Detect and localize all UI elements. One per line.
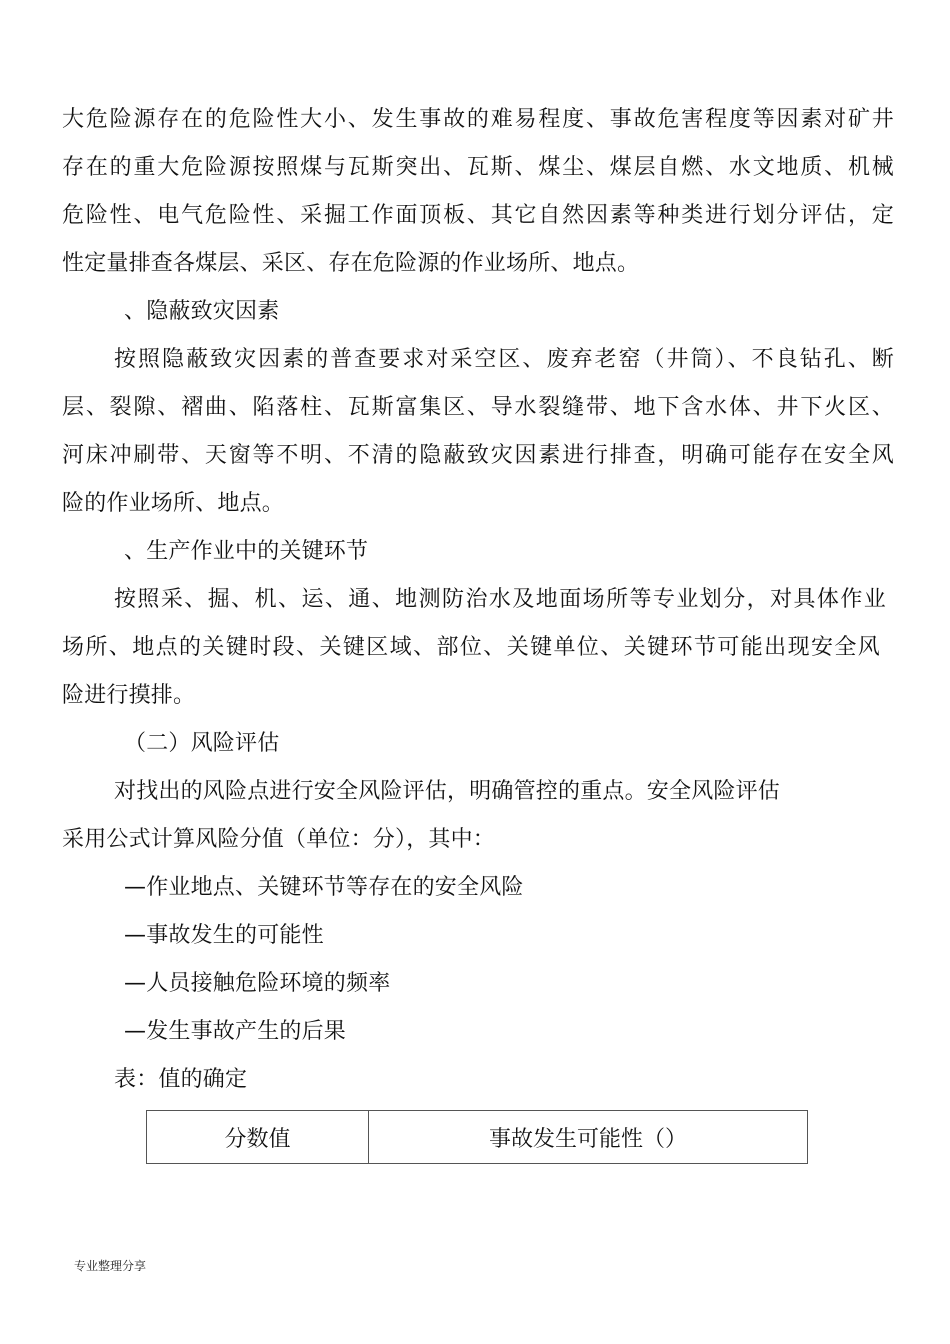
paragraph-line: 对找出的风险点进行安全风险评估，明确管控的重点。安全风险评估 xyxy=(114,779,781,804)
definition-item: —人员接触危险环境的频率 xyxy=(124,971,391,996)
paragraph-line: 性定量排查各煤层、采区、存在危险源的作业场所、地点。 xyxy=(62,251,640,276)
definition-item: —发生事故产生的后果 xyxy=(124,1019,347,1044)
value-table xyxy=(146,1110,808,1164)
paragraph-line: 采用公式计算风险分值（单位：分），其中： xyxy=(62,827,496,852)
paragraph-line: 场所、地点的关键时段、关键区域、部位、关键单位、关键环节可能出现安全风 xyxy=(62,635,880,660)
section-heading: 、生产作业中的关键环节 xyxy=(124,539,369,564)
definition-item: —作业地点、关键环节等存在的安全风险 xyxy=(124,875,524,900)
paragraph-line: 险进行摸排。 xyxy=(62,683,196,708)
paragraph-line: 危险性、电气危险性、采掘工作面顶板、其它自然因素等种类进行划分评估，定 xyxy=(62,203,894,228)
paragraph-line: 层、裂隙、褶曲、陷落柱、瓦斯富集区、导水裂缝带、地下含水体、井下火区、 xyxy=(62,395,894,420)
footer-note: 专业整理分享 xyxy=(74,1259,147,1273)
paragraph-line: 大危险源存在的危险性大小、发生事故的难易程度、事故危害程度等因素对矿井 xyxy=(62,107,894,132)
table-caption: 表：值的确定 xyxy=(114,1067,248,1092)
paragraph-line: 按照采、掘、机、运、通、地测防治水及地面场所等专业划分，对具体作业 xyxy=(114,587,886,612)
table-header-cell: 分数值 xyxy=(147,1111,369,1163)
paragraph-line: 按照隐蔽致灾因素的普查要求对采空区、废弃老窑（井筒）、不良钻孔、断 xyxy=(114,347,894,372)
definition-item: —事故发生的可能性 xyxy=(124,923,324,948)
paragraph-line: 河床冲刷带、天窗等不明、不清的隐蔽致灾因素进行排查，明确可能存在安全风 xyxy=(62,443,894,468)
paragraph-line: 存在的重大危险源按照煤与瓦斯突出、瓦斯、煤尘、煤层自燃、水文地质、机械 xyxy=(62,155,894,180)
section-heading: （二）风险评估 xyxy=(124,731,280,756)
paragraph-line: 险的作业场所、地点。 xyxy=(62,491,285,516)
table-header-cell: 事故发生可能性（） xyxy=(488,1126,687,1152)
section-heading: 、隐蔽致灾因素 xyxy=(124,299,280,324)
